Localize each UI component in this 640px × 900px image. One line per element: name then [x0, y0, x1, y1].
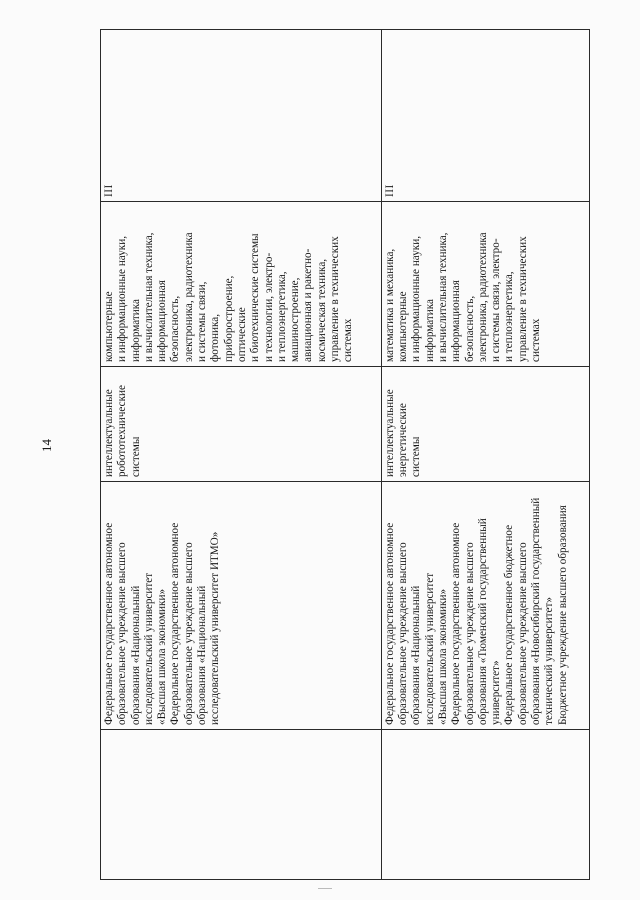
level-cell: III — [381, 30, 589, 202]
scan-mark — [318, 888, 332, 889]
complex-name-cell: интеллектуальные энергетические системы — [381, 367, 589, 482]
complex-name-cell: интеллектуальные робототехнические системы — [101, 367, 382, 482]
organizations-cell: Федеральное государственное автономное образовательное учреждение высшего образования «Национальный исследовательский университет «Высшая школа экономики» Федеральное государственное автономное образовательное учреждение высшего образования «Национальный исследовательский университет ИТМО» — [101, 482, 382, 730]
directions-cell: математика и механика, компьютерные и информационные науки, информатика и вычислительная техника, информационная безопасность, электроника, радиотехника и системы связи, электро- и теплоэнергетика, управление в технических системах — [381, 202, 589, 367]
organizations-cell: Федеральное государственное автономное образовательное учреждение высшего образования «Национальный исследовательский университет «Высшая школа экономики» Федеральное государственное автономное образовательное учреждение высшего образования «Тюменский государственный университет» Федеральное государственное бюджетное образовательное учреждение высшего образования «Новосибирский государственный технический университет» Бюджетное учреждение высшего образования — [381, 482, 589, 730]
table-row — [381, 30, 589, 880]
directions-cell: компьютерные и информационные науки, информатика и вычислительная техника, информационная безопасность, электроника, радиотехника и системы связи, фотоника, приборостроение, оптические и биотехнические системы и технологии, электро- и теплоэнергетика, машиностроение, авиационная и ракетно- космическая техника, управление в технических системах — [101, 202, 382, 367]
olympiad-table — [100, 29, 590, 880]
table-row — [101, 30, 382, 880]
level-cell: III — [101, 30, 382, 202]
rotated-table-container — [100, 30, 590, 880]
blank-cell — [101, 730, 382, 880]
blank-cell — [381, 730, 589, 880]
page-number: 14 — [39, 439, 54, 452]
